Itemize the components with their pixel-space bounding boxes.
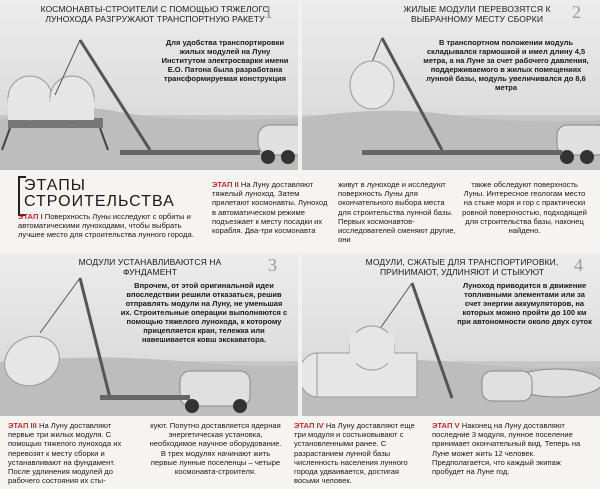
stage-2-continued-1: живут в луноходе и исследуют поверхность Луны для окончательного выбора места для строительства лунной базы. Первых космонавтов-исследователей сменяют другие, они bbox=[338, 180, 456, 245]
stage-3-text bbox=[8, 421, 138, 485]
panel-4-number: 4 bbox=[574, 255, 583, 275]
stage-3-continued: куют. Попутно доставляется ядерная энергетическая установка, необходимое научное оборудование. В трех модулях начинают жить первые лунные поселенцы – четыре космонавта-строителя. bbox=[149, 421, 282, 477]
stages-title bbox=[24, 178, 175, 210]
stage-2-label: ЭТАП II bbox=[212, 180, 239, 189]
stage-2-body: На Луну доставляют тяжелый луноход. Затем прилетают космонавты. Луноход в автоматическом режиме подъезжает к месту посадки их корабля. Два-три космонавта bbox=[212, 180, 328, 236]
stage-1-text bbox=[18, 212, 198, 240]
panel-2 bbox=[302, 0, 600, 170]
panel-1 bbox=[0, 0, 298, 170]
stage-5-label: ЭТАП V bbox=[432, 421, 460, 430]
stage-4-body: На Луну доставляют еще три модуля и состыковывают с установленными ранее. С разрастанием лунной базы численность населения лунного города удваивается, достигая восьми человек. bbox=[294, 421, 415, 486]
panel-2-number: 2 bbox=[572, 2, 581, 22]
panel-2-description: В транспортном положении модуль складывался гармошкой и имел длину 4,5 метра, а на Луне за счет рабочего давления, поддерживаемого в жилых помещениях лунной базы, модуль увеличивался до 8,6 метра bbox=[423, 38, 589, 92]
panel-3-description: Впрочем, от этой оригинальной идеи впоследствии решили отказаться, решив отправлять модули на Луну, не уменьшая их. Строительные операции выполняются с помощью тяжелого лунохода, к которому прицепляется кран, тележка или навешивается ковш экскаватора. bbox=[120, 281, 288, 344]
panel-4-illustration bbox=[302, 253, 600, 416]
panel-3-header: МОДУЛИ УСТАНАВЛИВАЮТСЯ НА ФУНДАМЕНТ bbox=[78, 257, 222, 277]
stage-1-label: ЭТАП I bbox=[18, 212, 43, 221]
stage-2-continued-2: также обследуют поверхность Луны. Интересное геологам место на стыке моря и гор с практически ровной поверхностью, подходящей для строительства базы, наконец найдено. bbox=[462, 180, 587, 236]
panel-4-description: Луноход приводится в движение топливными элементами или за счет энергии аккумуляторов, на которых можно пройти до 100 км при автономности около двух суток bbox=[457, 281, 592, 326]
panel-2-header: ЖИЛЫЕ МОДУЛИ ПЕРЕВОЗЯТСЯ К ВЫБРАННОМУ МЕСТУ СБОРКИ bbox=[403, 4, 551, 24]
stages-title-line1: ЭТАПЫ bbox=[24, 177, 86, 194]
panel-1-number: 1 bbox=[264, 2, 273, 22]
stage-4-label: ЭТАП IV bbox=[294, 421, 324, 430]
panel-3 bbox=[0, 253, 298, 416]
stage-1-body: Поверхность Луны исследуют с орбиты и автоматическими луноходами, чтобы выбрать лучшее место для строительства лунного города. bbox=[18, 212, 194, 240]
panel-1-header: КОСМОНАВТЫ-СТРОИТЕЛИ С ПОМОЩЬЮ ТЯЖЕЛОГО ЛУНОХОДА РАЗГРУЖАЮТ ТРАНСПОРТНУЮ РАКЕТУ bbox=[40, 4, 270, 24]
panel-3-number: 3 bbox=[268, 255, 277, 275]
panel-4-header: МОДУЛИ, СЖАТЫЕ ДЛЯ ТРАНСПОРТИРОВКИ, ПРИНИМАЮТ, УДЛИНЯЮТ И СТЫКУЮТ bbox=[365, 257, 559, 277]
stage-3-label: ЭТАП III bbox=[8, 421, 37, 430]
stage-5-text bbox=[432, 421, 590, 476]
panel-4 bbox=[302, 253, 600, 416]
stages-title-line2: СТРОИТЕЛЬСТВА bbox=[24, 193, 175, 210]
stage-5-body: Наконец на Луну доставляют последние 3 модуля, лунное поселение принимает окончательный вид. Теперь на Луне может жить 12 человек. Предполагается, что каждый экипаж пробудет на Луне год. bbox=[432, 421, 581, 477]
panel-1-illustration bbox=[0, 0, 298, 170]
stage-4-text bbox=[294, 421, 416, 485]
stage-2-text bbox=[212, 180, 332, 235]
stage-3-body: На Луну доставляют первые три жилых модуля. С помощью тяжелого лунохода их перевозят к месту сборки и устанавливают на фундамент. После удлинения модулей до рабочего состояния их сты- bbox=[8, 421, 122, 486]
panel-1-description: Для удобства транспортировки жилых модулей на Луну Институтом электросварки имени Е.О. Патона была разработана трансформируемая конструкция bbox=[161, 38, 289, 83]
